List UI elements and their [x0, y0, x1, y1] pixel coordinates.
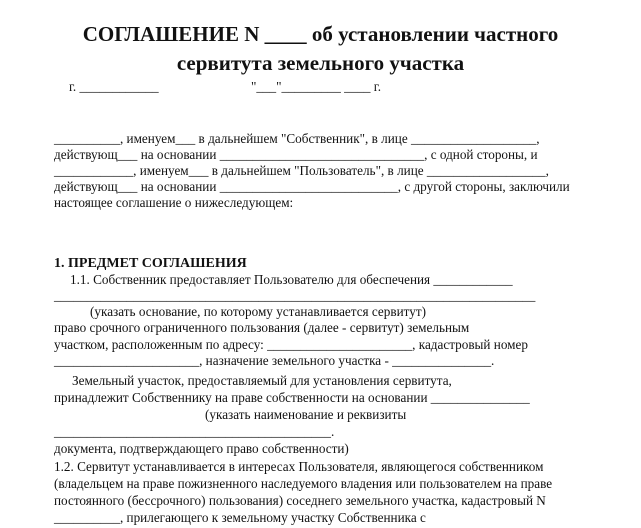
section-1-line-12: 1.2. Сервитут устанавливается в интересах Пользователя, являющегося собственником [54, 459, 544, 474]
section-1-line-6: ______________________, назначение земельного участка - _______________. [54, 353, 495, 368]
intro-line-3: ____________, именуем___ в дальнейшем "Пользователь", в лице __________________, [54, 163, 549, 178]
section-1-line-1: 1.1. Собственник предоставляет Пользователю для обеспечения ____________ [70, 272, 513, 287]
section-1-line-2: _________________________________________________________________________ [54, 288, 536, 303]
intro-line-1: __________, именуем___ в дальнейшем "Собственник", в лице ___________________, [54, 131, 540, 146]
section-1-line-5: участком, расположенным по адресу: ______________________, кадастровый номер [54, 337, 528, 352]
section-1-line-14: постоянного (бессрочного) пользования) соседнего земельного участка, кадастровый N [54, 493, 546, 508]
section-1-line-3: (указать основание, по которому устанавливается сервитут) [90, 304, 427, 319]
section-1-line-9: (указать наименование и реквизиты [205, 407, 407, 422]
section-1-line-7: Земельный участок, предоставляемый для установления сервитута, [72, 373, 452, 388]
section-1-line-4: право срочного ограниченного пользования (далее - сервитут) земельным [54, 320, 470, 335]
section-1-line-15: __________, прилегающего к земельному участку Собственника с [54, 510, 426, 525]
document-title-line-2: сервитута земельного участка [176, 51, 465, 75]
section-1-line-8: принадлежит Собственнику на праве собственности на основании _______________ [54, 390, 530, 405]
intro-line-2: действующ___ на основании _______________________________, с одной стороны, и [54, 147, 538, 162]
section-1-line-11: документа, подтверждающего право собственности) [54, 441, 349, 456]
section-1-line-13: (владельцем на праве пожизненного наследуемого владения или пользователем на праве [54, 476, 553, 491]
intro-line-5: настоящее соглашение о нижеследующем: [54, 195, 294, 210]
section-1-line-10: __________________________________________. [54, 424, 335, 439]
section-1-heading: 1. ПРЕДМЕТ СОГЛАШЕНИЯ [54, 256, 247, 271]
place-date-line: г. ____________ "___"_________ ____ г. [69, 79, 382, 94]
intro-line-4: действующ___ на основании ___________________________, с другой стороны, заключили [54, 179, 570, 194]
document-title-line-1: СОГЛАШЕНИЕ N ____ об установлении частного [82, 22, 559, 46]
